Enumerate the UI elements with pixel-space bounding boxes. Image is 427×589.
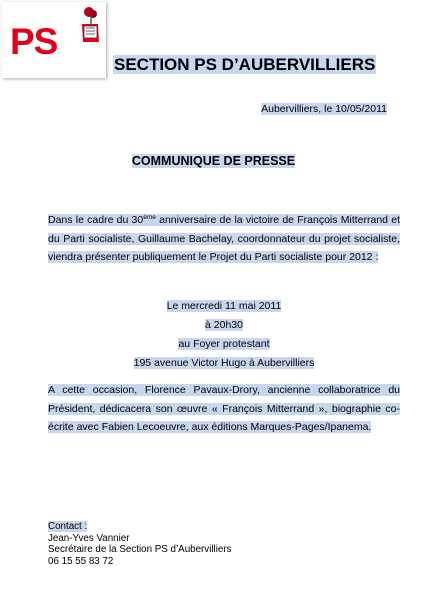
- event-venue: au Foyer protestant: [178, 338, 270, 350]
- contact-label: Contact :: [48, 521, 88, 532]
- heading-wrapper: [0, 152, 427, 170]
- intro-before-sup: Dans le cadre du 30: [48, 214, 144, 226]
- contact-name: Jean-Yves Vannier: [48, 532, 130, 544]
- contact-phone: 06 15 55 83 72: [48, 555, 114, 567]
- date-line: [261, 103, 387, 116]
- press-release-heading: COMMUNIQUE DE PRESSE: [131, 154, 296, 168]
- page-title: SECTION PS D’AUBERVILLIERS: [114, 55, 376, 74]
- contact-label-line: [48, 521, 232, 533]
- contact-role: Secrétaire de la Section PS d’Aubervilliers: [48, 544, 232, 555]
- event-time-line: [48, 316, 400, 335]
- signing-paragraph: [48, 381, 400, 437]
- intro-text: [48, 214, 400, 263]
- contact-block: [48, 521, 232, 567]
- event-date: Le mercredi 11 mai 2011: [166, 300, 282, 312]
- intro-sup: ème: [143, 214, 156, 221]
- intro-paragraph: [48, 211, 400, 267]
- event-time: à 20h30: [205, 319, 243, 331]
- event-venue-line: [48, 335, 400, 354]
- event-address: 195 avenue Victor Hugo à Aubervilliers: [133, 357, 315, 369]
- intro-after-sup: anniversaire de la victoire de François Mitterrand et du Parti socialiste, Guillaume Bachelay, coordonnateur du projet socialiste, viendra présenter publiquement le Projet du Parti socialiste pour 2012 :: [48, 214, 400, 263]
- event-details: [48, 297, 400, 373]
- event-date-line: [48, 297, 400, 316]
- signing-text: A cette occasion, Florence Pavaux-Drory, ancienne collaboratrice du Président, dédicacera son œuvre « François Mitterrand », biographie co-écrite avec Fabien Lecoeuvre, aux éditions Marques-Pages/Ipanema.: [48, 384, 400, 433]
- ps-logo: [2, 2, 106, 78]
- date-text: Aubervilliers, le 10/05/2011: [261, 103, 387, 115]
- event-address-line: [48, 354, 400, 373]
- fist-and-rose-icon: [78, 6, 104, 50]
- ps-logo-text: PS: [10, 21, 58, 62]
